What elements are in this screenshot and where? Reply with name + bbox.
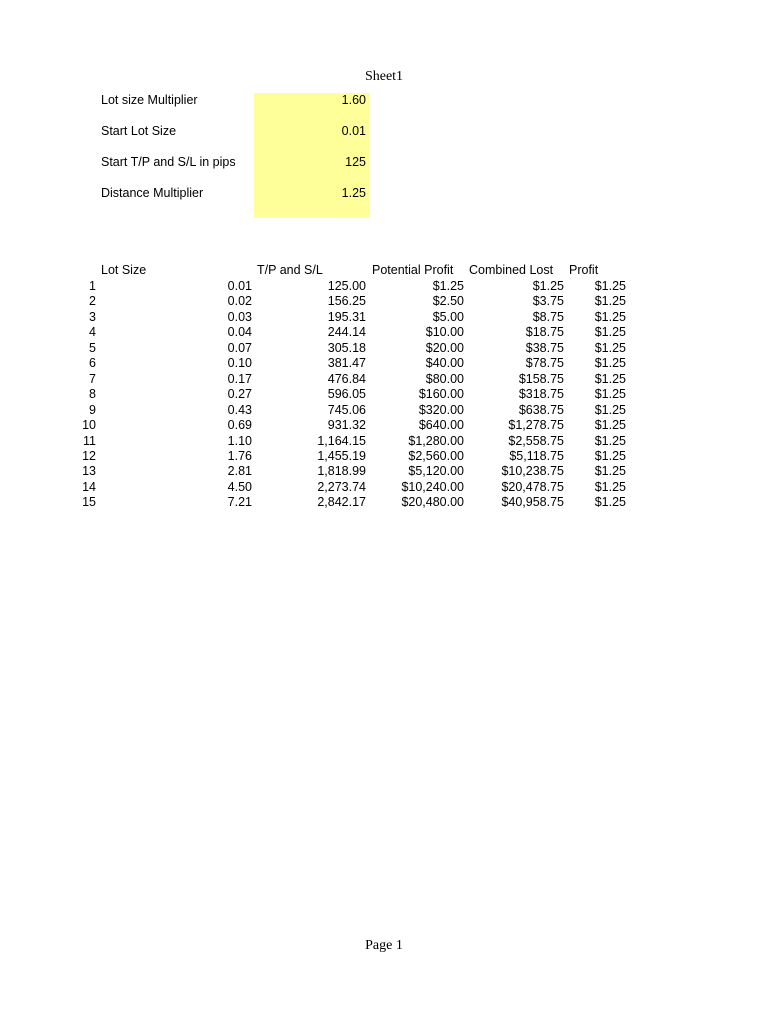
row-index: 6 bbox=[89, 356, 96, 371]
tp-sl-cell: 1,455.19 bbox=[317, 448, 366, 463]
potential-profit-cell: $80.00 bbox=[425, 371, 464, 386]
profit-cell: $1.25 bbox=[594, 325, 626, 340]
potential-profit-cell: $20.00 bbox=[425, 340, 464, 355]
row-index: 14 bbox=[82, 479, 96, 494]
lot-size-cell: 0.04 bbox=[227, 325, 252, 340]
row-index: 3 bbox=[89, 309, 96, 324]
profit-cell: $1.25 bbox=[594, 387, 626, 402]
combined-lost-cell: $158.75 bbox=[518, 371, 564, 386]
tp-sl-cell: 195.31 bbox=[327, 309, 366, 324]
parameter-value: 1.60 bbox=[341, 93, 366, 107]
tp-sl-cell: 156.25 bbox=[327, 294, 366, 309]
parameter-label: Start T/P and S/L in pips bbox=[101, 155, 236, 169]
lot-size-cell: 7.21 bbox=[227, 495, 252, 510]
profit-cell: $1.25 bbox=[594, 371, 626, 386]
row-index: 7 bbox=[89, 371, 96, 386]
potential-profit-cell: $1.25 bbox=[432, 279, 464, 293]
potential-profit-cell: $40.00 bbox=[425, 356, 464, 371]
row-index: 10 bbox=[82, 418, 96, 433]
page-header: Sheet1 bbox=[364, 69, 404, 84]
row-index: 8 bbox=[89, 387, 96, 402]
combined-lost-cell: $2,558.75 bbox=[508, 433, 564, 448]
potential-profit-cell: $10,240.00 bbox=[401, 479, 464, 494]
column-header: Combined Lost bbox=[469, 263, 554, 277]
lot-size-cell: 4.50 bbox=[227, 479, 252, 494]
tp-sl-cell: 745.06 bbox=[327, 402, 366, 417]
column-header: Profit bbox=[569, 263, 599, 277]
combined-lost-cell: $8.75 bbox=[532, 309, 564, 324]
row-index: 12 bbox=[82, 448, 96, 463]
lot-size-cell: 0.07 bbox=[227, 340, 252, 355]
row-index: 2 bbox=[89, 294, 96, 309]
lot-size-cell: 0.02 bbox=[227, 294, 252, 309]
potential-profit-cell: $10.00 bbox=[425, 325, 464, 340]
combined-lost-cell: $40,958.75 bbox=[501, 495, 564, 510]
lot-size-cell: 0.43 bbox=[227, 402, 252, 417]
potential-profit-cell: $1,280.00 bbox=[408, 433, 464, 448]
profit-cell: $1.25 bbox=[594, 418, 626, 433]
profit-cell: $1.25 bbox=[594, 279, 626, 293]
tp-sl-cell: 2,273.74 bbox=[317, 479, 366, 494]
potential-profit-cell: $640.00 bbox=[418, 418, 464, 433]
tp-sl-cell: 596.05 bbox=[327, 387, 366, 402]
row-index: 4 bbox=[89, 325, 96, 340]
parameter-value: 125 bbox=[345, 155, 366, 169]
profit-cell: $1.25 bbox=[594, 356, 626, 371]
combined-lost-cell: $38.75 bbox=[525, 340, 564, 355]
tp-sl-cell: 1,164.15 bbox=[317, 433, 366, 448]
lot-size-cell: 0.27 bbox=[227, 387, 252, 402]
profit-cell: $1.25 bbox=[594, 433, 626, 448]
tp-sl-cell: 476.84 bbox=[327, 371, 366, 386]
lot-size-cell: 0.01 bbox=[227, 279, 252, 293]
profit-cell: $1.25 bbox=[594, 294, 626, 309]
tp-sl-cell: 1,818.99 bbox=[317, 464, 366, 479]
potential-profit-cell: $5.00 bbox=[432, 309, 464, 324]
lot-size-cell: 0.69 bbox=[227, 418, 252, 433]
combined-lost-cell: $5,118.75 bbox=[509, 448, 564, 463]
column-header: Lot Size bbox=[101, 263, 147, 277]
combined-lost-cell: $18.75 bbox=[525, 325, 564, 340]
parameter-value: 0.01 bbox=[341, 124, 366, 138]
parameter-label: Distance Multiplier bbox=[101, 186, 204, 200]
tp-sl-cell: 381.47 bbox=[327, 356, 366, 371]
row-index: 5 bbox=[89, 340, 96, 355]
potential-profit-cell: $5,120.00 bbox=[408, 464, 464, 479]
combined-lost-cell: $638.75 bbox=[518, 402, 564, 417]
parameter-label: Start Lot Size bbox=[101, 124, 177, 138]
parameter-label: Lot size Multiplier bbox=[101, 93, 198, 107]
lot-size-cell: 0.17 bbox=[227, 371, 252, 386]
combined-lost-cell: $20,478.75 bbox=[501, 479, 564, 494]
row-index: 11 bbox=[83, 433, 96, 448]
combined-lost-cell: $318.75 bbox=[518, 387, 564, 402]
lot-size-cell: 0.10 bbox=[227, 356, 252, 371]
combined-lost-cell: $1.25 bbox=[532, 279, 564, 293]
row-index: 1 bbox=[89, 279, 96, 293]
potential-profit-cell: $320.00 bbox=[418, 402, 464, 417]
parameter-value: 1.25 bbox=[341, 186, 366, 200]
row-index: 9 bbox=[89, 402, 96, 417]
lot-size-cell: 0.03 bbox=[227, 309, 252, 324]
potential-profit-cell: $2.50 bbox=[432, 294, 464, 309]
tp-sl-cell: 931.32 bbox=[327, 418, 366, 433]
profit-cell: $1.25 bbox=[594, 402, 626, 417]
profit-cell: $1.25 bbox=[594, 340, 626, 355]
tp-sl-cell: 305.18 bbox=[327, 340, 366, 355]
combined-lost-cell: $10,238.75 bbox=[501, 464, 564, 479]
lot-size-cell: 1.76 bbox=[227, 448, 252, 463]
page-footer: Page 1 bbox=[365, 938, 403, 953]
potential-profit-cell: $2,560.00 bbox=[408, 448, 464, 463]
profit-cell: $1.25 bbox=[594, 495, 626, 510]
combined-lost-cell: $3.75 bbox=[532, 294, 564, 309]
potential-profit-cell: $160.00 bbox=[418, 387, 464, 402]
profit-cell: $1.25 bbox=[594, 448, 626, 463]
lot-size-cell: 2.81 bbox=[227, 464, 252, 479]
profit-cell: $1.25 bbox=[594, 464, 626, 479]
combined-lost-cell: $78.75 bbox=[525, 356, 564, 371]
tp-sl-cell: 125.00 bbox=[327, 279, 366, 293]
tp-sl-cell: 244.14 bbox=[327, 325, 366, 340]
row-index: 13 bbox=[82, 464, 96, 479]
combined-lost-cell: $1,278.75 bbox=[508, 418, 564, 433]
row-index: 15 bbox=[82, 495, 96, 510]
profit-cell: $1.25 bbox=[594, 309, 626, 324]
tp-sl-cell: 2,842.17 bbox=[317, 495, 366, 510]
column-header: T/P and S/L bbox=[257, 263, 323, 277]
profit-cell: $1.25 bbox=[594, 479, 626, 494]
column-header: Potential Profit bbox=[372, 263, 454, 277]
potential-profit-cell: $20,480.00 bbox=[401, 495, 464, 510]
lot-size-cell: 1.10 bbox=[227, 433, 252, 448]
